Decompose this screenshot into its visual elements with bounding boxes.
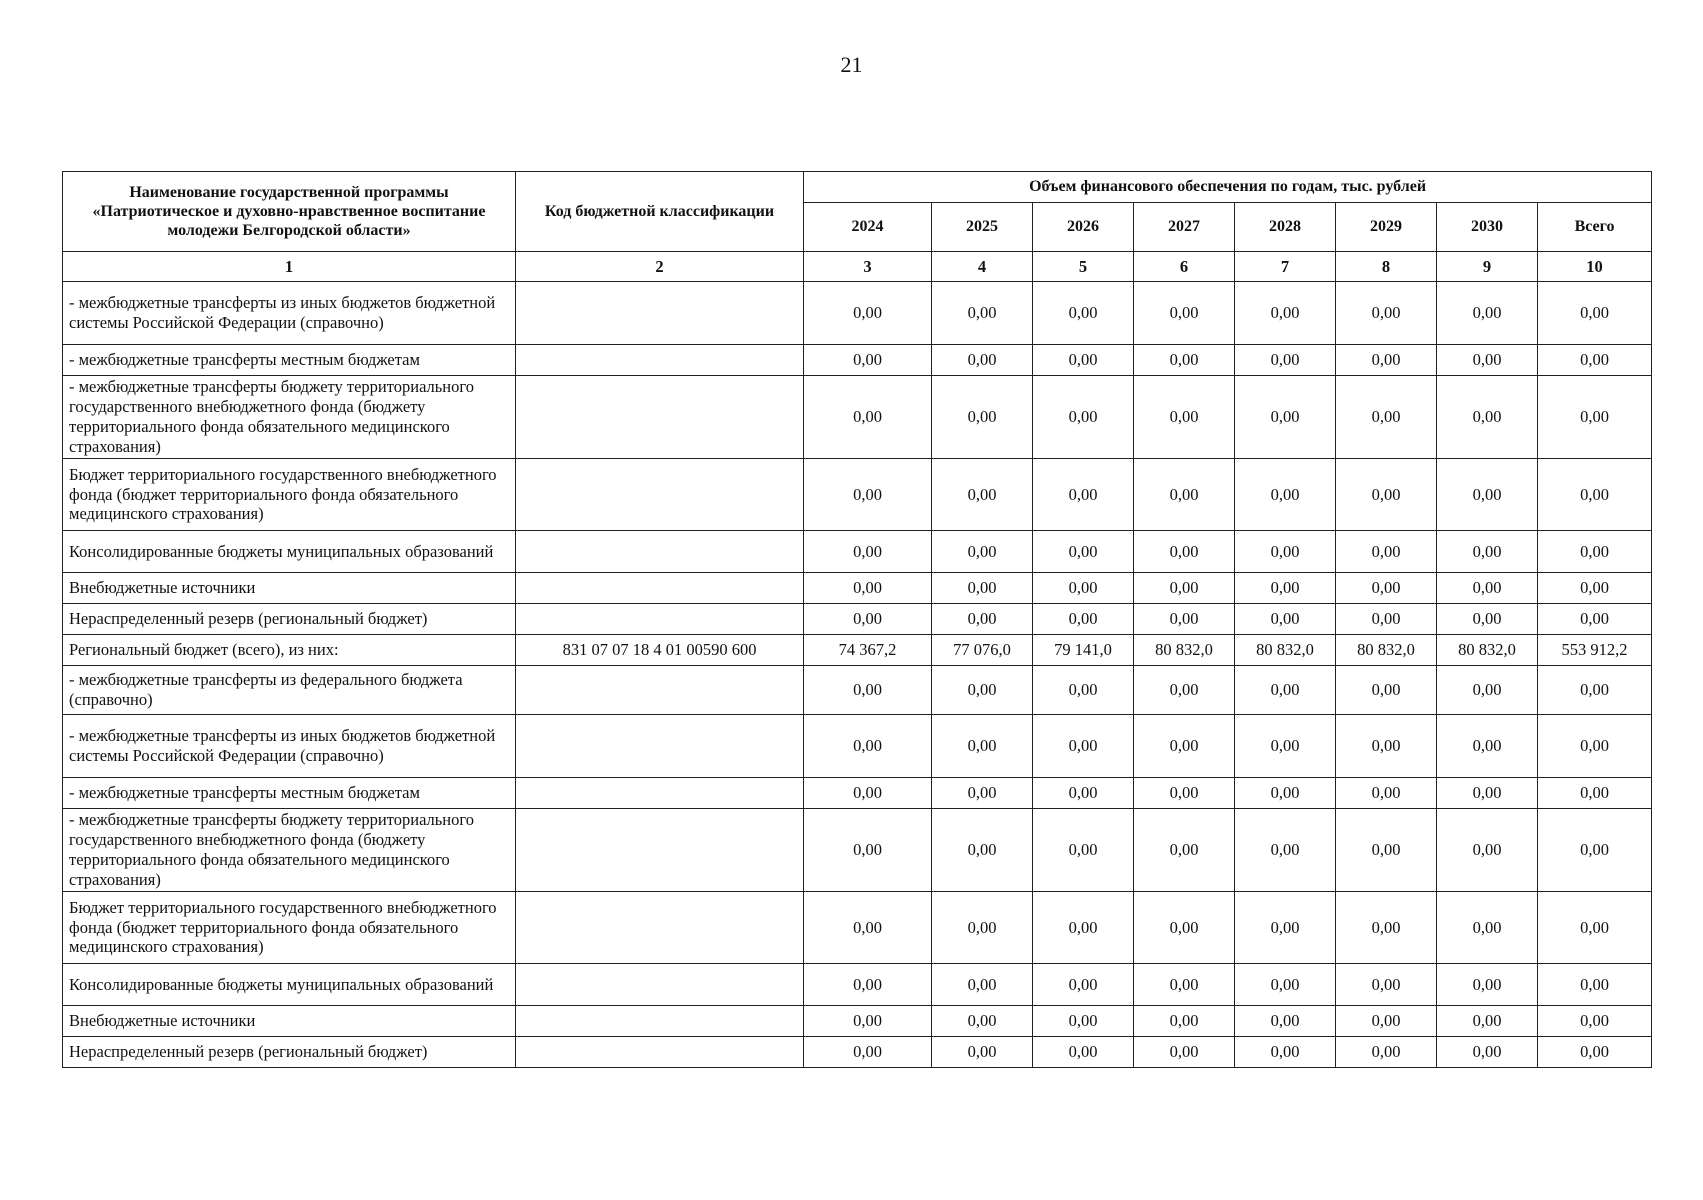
row-budget-code (516, 715, 804, 778)
row-value: 0,00 (804, 345, 932, 376)
row-value: 79 141,0 (1033, 635, 1134, 666)
row-value: 0,00 (1235, 809, 1336, 892)
row-name: Консолидированные бюджеты муниципальных образований (63, 531, 516, 573)
table-row (63, 1037, 1652, 1068)
row-value: 0,00 (1134, 778, 1235, 809)
row-value-total: 0,00 (1538, 715, 1652, 778)
row-name: - межбюджетные трансферты местным бюджетам (63, 345, 516, 376)
row-value: 0,00 (804, 809, 932, 892)
row-value: 0,00 (804, 1006, 932, 1037)
row-budget-code (516, 809, 804, 892)
row-value: 77 076,0 (932, 635, 1033, 666)
row-name: - межбюджетные трансферты местным бюджетам (63, 778, 516, 809)
row-value: 0,00 (804, 666, 932, 715)
column-number: 9 (1437, 252, 1538, 282)
row-value: 0,00 (1336, 376, 1437, 459)
row-value: 0,00 (1336, 964, 1437, 1006)
row-value: 0,00 (932, 282, 1033, 345)
row-value: 0,00 (1437, 809, 1538, 892)
row-value: 0,00 (1134, 809, 1235, 892)
table-row (63, 892, 1652, 964)
row-value: 0,00 (1235, 376, 1336, 459)
row-value: 0,00 (1336, 715, 1437, 778)
row-value: 0,00 (1134, 376, 1235, 459)
row-value: 0,00 (804, 459, 932, 531)
row-value: 0,00 (804, 604, 932, 635)
column-number: 10 (1538, 252, 1652, 282)
row-value: 0,00 (804, 282, 932, 345)
row-budget-code (516, 1037, 804, 1068)
row-budget-code (516, 1006, 804, 1037)
row-value: 0,00 (1033, 531, 1134, 573)
row-value: 0,00 (932, 1006, 1033, 1037)
row-value: 0,00 (1235, 282, 1336, 345)
row-value: 80 832,0 (1235, 635, 1336, 666)
row-value: 0,00 (1336, 892, 1437, 964)
row-value-total: 0,00 (1538, 459, 1652, 531)
row-value: 0,00 (932, 376, 1033, 459)
row-value-total: 0,00 (1538, 531, 1652, 573)
row-value: 0,00 (1134, 1037, 1235, 1068)
column-number: 1 (63, 252, 516, 282)
table-row (63, 1006, 1652, 1037)
row-value: 0,00 (1336, 282, 1437, 345)
row-value: 0,00 (1336, 809, 1437, 892)
row-value: 0,00 (932, 778, 1033, 809)
row-value: 0,00 (1235, 604, 1336, 635)
row-name: - межбюджетные трансферты из иных бюджетов бюджетной системы Российской Федерации (справочно) (63, 282, 516, 345)
row-value: 0,00 (1134, 715, 1235, 778)
column-number: 7 (1235, 252, 1336, 282)
row-value: 0,00 (1336, 666, 1437, 715)
row-value: 0,00 (1437, 964, 1538, 1006)
row-name: - межбюджетные трансферты бюджету территориального государственного внебюджетного фонда (бюджету территориального фонда обязательного медицинского страхования) (63, 809, 516, 892)
row-value-total: 553 912,2 (1538, 635, 1652, 666)
row-budget-code (516, 459, 804, 531)
column-number: 6 (1134, 252, 1235, 282)
row-value: 0,00 (1033, 1006, 1134, 1037)
column-number: 5 (1033, 252, 1134, 282)
row-value: 0,00 (1033, 282, 1134, 345)
header-year-2025: 2025 (932, 203, 1033, 252)
row-value: 0,00 (1437, 573, 1538, 604)
row-value: 0,00 (1134, 604, 1235, 635)
row-budget-code (516, 376, 804, 459)
row-value: 0,00 (1437, 666, 1538, 715)
table-row (63, 715, 1652, 778)
row-name: - межбюджетные трансферты бюджету территориального государственного внебюджетного фонда (бюджету территориального фонда обязательного медицинского страхования) (63, 376, 516, 459)
row-name: Внебюджетные источники (63, 573, 516, 604)
row-value: 0,00 (1033, 345, 1134, 376)
row-value: 0,00 (1235, 964, 1336, 1006)
row-value: 0,00 (804, 376, 932, 459)
header-year-2026: 2026 (1033, 203, 1134, 252)
row-value: 0,00 (1336, 531, 1437, 573)
row-value: 0,00 (1336, 345, 1437, 376)
table-row (63, 573, 1652, 604)
row-value-total: 0,00 (1538, 573, 1652, 604)
header-total: Всего (1538, 203, 1652, 252)
row-value-total: 0,00 (1538, 1006, 1652, 1037)
row-budget-code (516, 892, 804, 964)
row-value: 0,00 (1437, 531, 1538, 573)
row-value: 0,00 (932, 573, 1033, 604)
row-value: 0,00 (1033, 459, 1134, 531)
row-value: 0,00 (1437, 376, 1538, 459)
row-budget-code (516, 666, 804, 715)
table-row (63, 778, 1652, 809)
row-value-total: 0,00 (1538, 604, 1652, 635)
row-value: 0,00 (1235, 1037, 1336, 1068)
row-budget-code (516, 345, 804, 376)
row-value: 0,00 (932, 459, 1033, 531)
row-value: 0,00 (932, 1037, 1033, 1068)
row-value: 0,00 (1134, 666, 1235, 715)
row-value: 0,00 (1336, 778, 1437, 809)
table-row (63, 604, 1652, 635)
row-value: 0,00 (804, 964, 932, 1006)
row-value: 0,00 (1336, 573, 1437, 604)
table-row (63, 666, 1652, 715)
row-budget-code (516, 573, 804, 604)
row-value: 0,00 (1235, 715, 1336, 778)
header-row-top (63, 172, 1652, 203)
row-value: 0,00 (804, 715, 932, 778)
row-value: 0,00 (1134, 892, 1235, 964)
row-value-total: 0,00 (1538, 778, 1652, 809)
row-value-total: 0,00 (1538, 376, 1652, 459)
header-year-2027: 2027 (1134, 203, 1235, 252)
row-value: 0,00 (1134, 573, 1235, 604)
table-row (63, 345, 1652, 376)
row-value: 0,00 (1437, 892, 1538, 964)
row-value: 0,00 (804, 892, 932, 964)
header-year-2024: 2024 (804, 203, 932, 252)
row-value: 0,00 (932, 604, 1033, 635)
row-value: 0,00 (932, 809, 1033, 892)
row-value-total: 0,00 (1538, 666, 1652, 715)
row-value: 0,00 (1437, 1006, 1538, 1037)
header-year-2028: 2028 (1235, 203, 1336, 252)
row-budget-code (516, 282, 804, 345)
row-value: 0,00 (932, 531, 1033, 573)
row-budget-code (516, 604, 804, 635)
row-value: 0,00 (1235, 666, 1336, 715)
row-value: 0,00 (1235, 892, 1336, 964)
row-value: 0,00 (1033, 715, 1134, 778)
row-value: 0,00 (1134, 1006, 1235, 1037)
row-budget-code (516, 778, 804, 809)
row-value: 0,00 (1336, 1037, 1437, 1068)
column-number: 3 (804, 252, 932, 282)
row-value: 80 832,0 (1134, 635, 1235, 666)
row-value: 0,00 (932, 964, 1033, 1006)
row-value-total: 0,00 (1538, 892, 1652, 964)
row-value: 0,00 (932, 345, 1033, 376)
row-budget-code: 831 07 07 18 4 01 00590 600 (516, 635, 804, 666)
row-value: 74 367,2 (804, 635, 932, 666)
row-value: 0,00 (1437, 604, 1538, 635)
table-body (63, 282, 1652, 1068)
page-number: 21 (840, 52, 863, 77)
row-name: - межбюджетные трансферты из федерального бюджета (справочно) (63, 666, 516, 715)
row-value: 0,00 (1134, 531, 1235, 573)
row-name: - межбюджетные трансферты из иных бюджетов бюджетной системы Российской Федерации (справочно) (63, 715, 516, 778)
row-value: 0,00 (804, 531, 932, 573)
row-value: 0,00 (1033, 892, 1134, 964)
row-value: 0,00 (1336, 1006, 1437, 1037)
financing-table (62, 171, 1652, 1068)
table-row (63, 635, 1652, 666)
row-value: 0,00 (1235, 345, 1336, 376)
row-value: 80 832,0 (1336, 635, 1437, 666)
row-value: 0,00 (1336, 459, 1437, 531)
row-value-total: 0,00 (1538, 1037, 1652, 1068)
row-value: 0,00 (1437, 345, 1538, 376)
row-value: 0,00 (804, 573, 932, 604)
row-value: 0,00 (1235, 459, 1336, 531)
column-number: 8 (1336, 252, 1437, 282)
table-row (63, 459, 1652, 531)
row-value: 0,00 (1437, 459, 1538, 531)
row-value: 0,00 (1033, 964, 1134, 1006)
header-program-name: Наименование государственной программы «Патриотическое и духовно-нравственное воспитание молодежи Белгородской области» (63, 172, 516, 252)
row-value: 0,00 (932, 715, 1033, 778)
row-value: 0,00 (1134, 964, 1235, 1006)
row-budget-code (516, 964, 804, 1006)
row-value: 0,00 (804, 1037, 932, 1068)
table-row (63, 531, 1652, 573)
row-value: 0,00 (1437, 778, 1538, 809)
row-value: 0,00 (1033, 376, 1134, 459)
row-value: 0,00 (1235, 573, 1336, 604)
column-number: 4 (932, 252, 1033, 282)
header-budget-code: Код бюджетной классификации (516, 172, 804, 252)
table-row (63, 964, 1652, 1006)
column-number: 2 (516, 252, 804, 282)
row-value: 0,00 (1437, 282, 1538, 345)
header-year-2030: 2030 (1437, 203, 1538, 252)
row-value: 0,00 (1235, 1006, 1336, 1037)
row-value: 0,00 (1134, 345, 1235, 376)
row-name: Консолидированные бюджеты муниципальных образований (63, 964, 516, 1006)
row-value: 0,00 (1336, 604, 1437, 635)
row-budget-code (516, 531, 804, 573)
row-name: Нераспределенный резерв (региональный бюджет) (63, 604, 516, 635)
row-value: 0,00 (1134, 459, 1235, 531)
header-financing-volume: Объем финансового обеспечения по годам, тыс. рублей (804, 172, 1652, 203)
row-value: 0,00 (1033, 1037, 1134, 1068)
row-name: Региональный бюджет (всего), из них: (63, 635, 516, 666)
row-value: 0,00 (1033, 809, 1134, 892)
row-value: 0,00 (1033, 666, 1134, 715)
row-value: 0,00 (1235, 778, 1336, 809)
row-value-total: 0,00 (1538, 282, 1652, 345)
row-name: Нераспределенный резерв (региональный бюджет) (63, 1037, 516, 1068)
row-value: 0,00 (1437, 1037, 1538, 1068)
table-header (63, 172, 1652, 282)
row-value: 0,00 (1033, 573, 1134, 604)
row-value: 0,00 (932, 666, 1033, 715)
row-value-total: 0,00 (1538, 964, 1652, 1006)
column-number-row (63, 252, 1652, 282)
row-name: Бюджет территориального государственного внебюджетного фонда (бюджет территориального фонда обязательного медицинского страхования) (63, 892, 516, 964)
row-name: Бюджет территориального государственного внебюджетного фонда (бюджет территориального фонда обязательного медицинского страхования) (63, 459, 516, 531)
row-value: 0,00 (1437, 715, 1538, 778)
row-value: 0,00 (1235, 531, 1336, 573)
header-year-2029: 2029 (1336, 203, 1437, 252)
row-name: Внебюджетные источники (63, 1006, 516, 1037)
table-row (63, 282, 1652, 345)
row-value: 0,00 (1033, 778, 1134, 809)
row-value: 0,00 (804, 778, 932, 809)
row-value: 0,00 (932, 892, 1033, 964)
table-row (63, 376, 1652, 459)
row-value: 80 832,0 (1437, 635, 1538, 666)
row-value: 0,00 (1134, 282, 1235, 345)
row-value-total: 0,00 (1538, 809, 1652, 892)
row-value-total: 0,00 (1538, 345, 1652, 376)
row-value: 0,00 (1033, 604, 1134, 635)
table-row (63, 809, 1652, 892)
